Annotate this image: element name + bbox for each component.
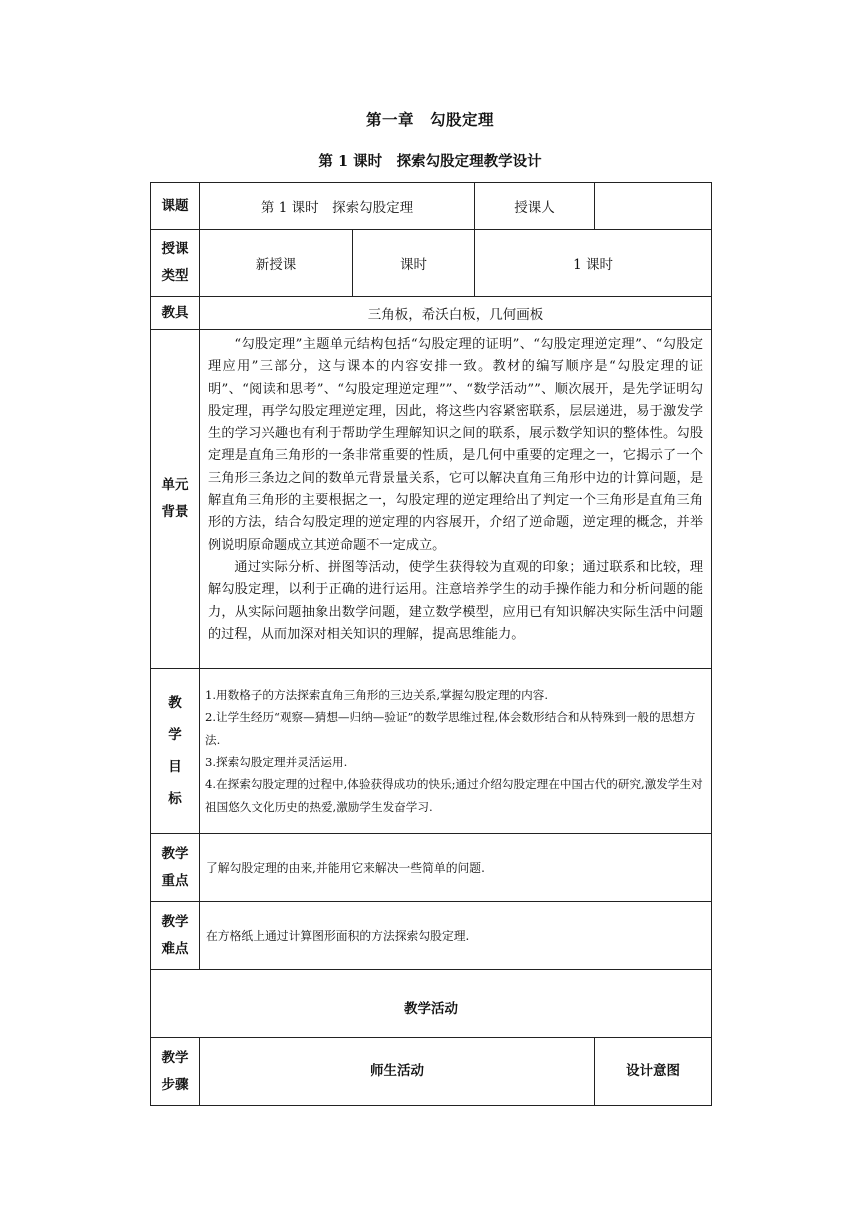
key-points-value: 了解勾股定理的由来,并能用它来解决一些简单的问题. — [200, 834, 712, 902]
goals-label-char-2: 学 — [168, 727, 182, 743]
key-points-label-line-2: 重点 — [161, 872, 189, 889]
goal-item-2: 2.让学生经历“观察—猜想—归纳—验证”的数学思维过程,体会数形结合和从特殊到一般的思想方法. — [205, 710, 696, 747]
topic-value: 第 1 课时 探索勾股定理 — [200, 183, 475, 230]
difficult-points-value: 在方格纸上通过计算图形面积的方法探索勾股定理. — [200, 902, 712, 970]
background-paragraph-1: “勾股定理”主题单元结构包括“勾股定理的证明”、“勾股定理逆定理”、“勾股定理应用”三部分，这与课本的内容安排一致。教材的编写顺序是“勾股定理的证明”、“阅读和思考”、“勾股定理逆定理””、“数学活动””、顺次展开，是先学证明勾股定理，再学勾股定理逆定理，因此，将这些内容紧密联系，层层递进，易于激发学生的学习兴趣也有利于帮助学生理解知识之间的联系，展示数学知识的整体性。勾股定理是直角三角形的一条非常重要的性质，是几何中重要的定理之一，它揭示了一个三角形三条边之间的数单元背景量关系，它可以解决直角三角形中边的计算问题，是解直角三角形的主要根据之一，勾股定理的逆定理给出了判定一个三角形是直角三角形的方法，结合勾股定理的逆定理的内容展开，介绍了逆命题，逆定理的概念，并举例说明原命题成立其逆命题不一定成立。 — [208, 337, 704, 553]
row-goals — [151, 669, 712, 834]
row-background — [151, 330, 712, 669]
design-intent-header: 设计意图 — [595, 1038, 712, 1106]
type-value: 新授课 — [200, 230, 353, 297]
goals-content — [200, 669, 712, 834]
steps-label-line-1: 教学 — [161, 1049, 189, 1066]
background-label-line-2: 背景 — [161, 504, 189, 520]
difficult-points-label-line-2: 难点 — [161, 940, 189, 957]
goals-label-char-4: 标 — [168, 791, 182, 807]
type-label — [151, 230, 200, 297]
goal-item-1: 1.用数格子的方法探索直角三角形的三边关系,掌握勾股定理的内容. — [205, 687, 549, 702]
goal-item-3: 3.探索勾股定理并灵活运用. — [205, 755, 348, 769]
teacher-value — [595, 183, 712, 230]
period-value: 1 课时 — [475, 230, 712, 297]
lesson-title: 第 1 课时 探索勾股定理教学设计 — [318, 153, 542, 170]
type-label-line-2: 类型 — [161, 268, 189, 284]
key-points-label — [151, 834, 200, 902]
background-content — [200, 330, 712, 669]
background-paragraph-2: 通过实际分析、拼图等活动，使学生获得较为直观的印象；通过联系和比较，理解勾股定理，以利于正确的进行运用。注意培养学生的动手操作能力和分析问题的能力，从实际问题抽象出数学问题，建立数学模型，应用已有知识解决实际生活中问题的过程，从而加深对相关知识的理解，提高思维能力。 — [208, 559, 704, 642]
row-topic — [151, 183, 712, 230]
difficult-points-label — [151, 902, 200, 970]
goals-label-char-1: 教 — [168, 695, 182, 711]
goals-label — [151, 669, 200, 834]
row-type — [151, 230, 712, 297]
tools-value: 三角板，希沃白板，几何画板 — [200, 297, 712, 330]
row-steps — [151, 1038, 712, 1106]
row-difficult-points — [151, 902, 712, 970]
teacher-student-activity-header: 师生活动 — [200, 1038, 595, 1106]
row-key-points — [151, 834, 712, 902]
steps-label — [151, 1038, 200, 1106]
activity-header: 教学活动 — [151, 970, 712, 1038]
background-label — [151, 330, 200, 669]
type-label-line-1: 授课 — [161, 241, 189, 257]
row-activity-header — [151, 970, 712, 1038]
tools-label: 教具 — [151, 297, 200, 330]
topic-label: 课题 — [151, 183, 200, 230]
teacher-label: 授课人 — [475, 183, 595, 230]
row-tools — [151, 297, 712, 330]
goals-label-char-3: 目 — [168, 759, 182, 775]
chapter-title: 第一章 勾股定理 — [365, 110, 494, 129]
period-label: 课时 — [353, 230, 475, 297]
key-points-label-line-1: 教学 — [161, 845, 189, 862]
steps-label-line-2: 步骤 — [161, 1076, 189, 1093]
difficult-points-label-line-1: 教学 — [161, 913, 189, 930]
background-label-line-1: 单元 — [161, 477, 189, 493]
lesson-plan-table — [150, 182, 712, 1106]
goal-item-4: 4.在探索勾股定理的过程中,体验获得成功的快乐;通过介绍勾股定理在中国古代的研究,激发学生对祖国悠久文化历史的热爱,激励学生发奋学习. — [205, 777, 703, 814]
